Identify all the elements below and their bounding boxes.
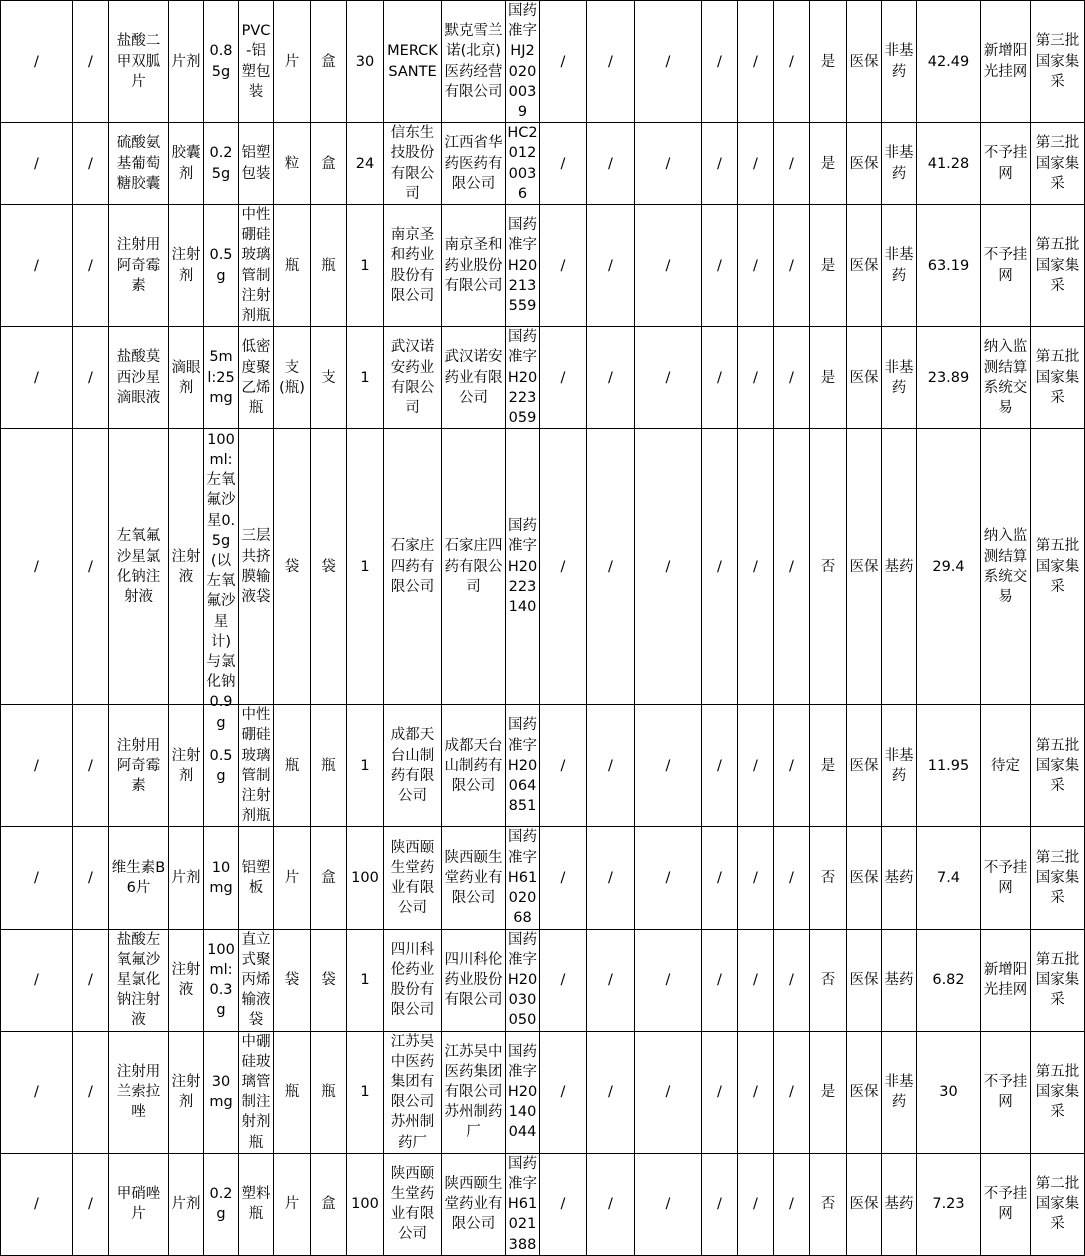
essential-drug-cell: 基药 xyxy=(882,429,917,705)
min-unit-cell: 袋 xyxy=(274,429,311,705)
serial-cell: / xyxy=(1,705,73,827)
applicant-company-cell: 武汉诺安药业有限公司 xyxy=(442,327,506,429)
approval-number-cell: 国药准字HJ20200039 xyxy=(506,1,540,123)
package-unit-cell: 盒 xyxy=(311,1,347,123)
package-unit-cell: 瓶 xyxy=(311,1031,347,1153)
approval-number-cell: 国药准字H20140044 xyxy=(506,1031,540,1153)
blank-cell: / xyxy=(540,327,587,429)
listing-status-cell: 纳入监测结算系统交易 xyxy=(981,429,1031,705)
code-cell: / xyxy=(73,827,109,929)
blank-cell: / xyxy=(702,705,738,827)
table-body xyxy=(1,1,1085,1256)
essential-drug-cell: 非基药 xyxy=(882,1031,917,1153)
conversion-qty-cell: 1 xyxy=(347,429,384,705)
manufacturer-cell: 陕西颐生堂药业有限公司 xyxy=(384,1153,442,1255)
price-cell: 7.4 xyxy=(917,827,981,929)
insurance-type-cell: 医保 xyxy=(847,1031,882,1153)
dosage-form-cell: 注射剂 xyxy=(169,705,204,827)
blank-cell: / xyxy=(774,1031,810,1153)
essential-drug-cell: 非基药 xyxy=(882,123,917,205)
min-unit-cell: 瓶 xyxy=(274,205,311,327)
blank-cell: / xyxy=(738,1153,774,1255)
table-row xyxy=(1,123,1085,205)
blank-cell: / xyxy=(587,1,635,123)
approval-number-cell: 国药准字H6102068 xyxy=(506,827,540,929)
blank-cell: / xyxy=(540,929,587,1031)
packaging-material-cell: 中性硼硅玻璃管制注射剂瓶 xyxy=(239,205,274,327)
package-unit-cell: 盒 xyxy=(311,827,347,929)
manufacturer-cell: 陕西颐生堂药业有限公司 xyxy=(384,827,442,929)
package-unit-cell: 瓶 xyxy=(311,205,347,327)
essential-drug-cell: 非基药 xyxy=(882,1,917,123)
yes-no-flag-cell: 否 xyxy=(810,1153,847,1255)
specification-cell: 5ml:25mg xyxy=(204,327,239,429)
blank-cell: / xyxy=(738,929,774,1031)
insurance-type-cell: 医保 xyxy=(847,1153,882,1255)
code-cell: / xyxy=(73,1031,109,1153)
listing-status-cell: 不予挂网 xyxy=(981,205,1031,327)
essential-drug-cell: 非基药 xyxy=(882,327,917,429)
insurance-type-cell: 医保 xyxy=(847,205,882,327)
drug-name-cell: 甲硝唑片 xyxy=(109,1153,169,1255)
yes-no-flag-cell: 是 xyxy=(810,1031,847,1153)
packaging-material-cell: 三层共挤膜输液袋 xyxy=(239,429,274,705)
price-cell: 7.23 xyxy=(917,1153,981,1255)
blank-cell: / xyxy=(587,827,635,929)
blank-cell: / xyxy=(738,429,774,705)
conversion-qty-cell: 1 xyxy=(347,705,384,827)
applicant-company-cell: 江苏吴中医药集团有限公司苏州制药厂 xyxy=(442,1031,506,1153)
specification-cell: 0.5g xyxy=(204,205,239,327)
serial-cell: / xyxy=(1,123,73,205)
price-cell: 63.19 xyxy=(917,205,981,327)
specification-cell: 100ml:0.3g xyxy=(204,929,239,1031)
drug-name-cell: 盐酸莫西沙星滴眼液 xyxy=(109,327,169,429)
table-row xyxy=(1,1,1085,123)
procurement-batch-cell: 第二批国家集采 xyxy=(1031,1153,1085,1255)
blank-cell: / xyxy=(540,429,587,705)
blank-cell: / xyxy=(587,327,635,429)
applicant-company-cell: 江西省华药医药有限公司 xyxy=(442,123,506,205)
packaging-material-cell: 铝塑板 xyxy=(239,827,274,929)
package-unit-cell: 盒 xyxy=(311,123,347,205)
specification-cell: 10mg xyxy=(204,827,239,929)
code-cell: / xyxy=(73,327,109,429)
dosage-form-cell: 注射液 xyxy=(169,429,204,705)
yes-no-flag-cell: 是 xyxy=(810,705,847,827)
drug-name-cell: 盐酸左氧氟沙星氯化钠注射液 xyxy=(109,929,169,1031)
table-row xyxy=(1,827,1085,929)
blank-cell: / xyxy=(635,1,702,123)
insurance-type-cell: 医保 xyxy=(847,327,882,429)
blank-cell: / xyxy=(774,1153,810,1255)
price-cell: 42.49 xyxy=(917,1,981,123)
listing-status-cell: 待定 xyxy=(981,705,1031,827)
drug-name-cell: 硫酸氨基葡萄糖胶囊 xyxy=(109,123,169,205)
approval-number-cell: 国药准字H20030050 xyxy=(506,929,540,1031)
yes-no-flag-cell: 否 xyxy=(810,827,847,929)
dosage-form-cell: 滴眼剂 xyxy=(169,327,204,429)
table-row xyxy=(1,705,1085,827)
applicant-company-cell: 四川科伦药业股份有限公司 xyxy=(442,929,506,1031)
yes-no-flag-cell: 否 xyxy=(810,929,847,1031)
blank-cell: / xyxy=(635,429,702,705)
min-unit-cell: 粒 xyxy=(274,123,311,205)
procurement-batch-cell: 第三批国家集采 xyxy=(1031,123,1085,205)
insurance-type-cell: 医保 xyxy=(847,705,882,827)
conversion-qty-cell: 1 xyxy=(347,1031,384,1153)
manufacturer-cell: 江苏吴中医药集团有限公司苏州制药厂 xyxy=(384,1031,442,1153)
blank-cell: / xyxy=(587,205,635,327)
blank-cell: / xyxy=(702,205,738,327)
drug-name-cell: 盐酸二甲双胍片 xyxy=(109,1,169,123)
manufacturer-cell: 武汉诺安药业有限公司 xyxy=(384,327,442,429)
packaging-material-cell: 中性硼硅玻璃管制注射剂瓶 xyxy=(239,705,274,827)
essential-drug-cell: 基药 xyxy=(882,1153,917,1255)
conversion-qty-cell: 1 xyxy=(347,327,384,429)
specification-cell: 0.5g xyxy=(204,705,239,827)
blank-cell: / xyxy=(587,705,635,827)
manufacturer-cell: 南京圣和药业股份有限公司 xyxy=(384,205,442,327)
dosage-form-cell: 片剂 xyxy=(169,1,204,123)
packaging-material-cell: 铝塑包装 xyxy=(239,123,274,205)
min-unit-cell: 瓶 xyxy=(274,1031,311,1153)
manufacturer-cell: 信东生技股份有限公司 xyxy=(384,123,442,205)
listing-status-cell: 新增阳光挂网 xyxy=(981,929,1031,1031)
price-cell: 30 xyxy=(917,1031,981,1153)
package-unit-cell: 袋 xyxy=(311,429,347,705)
essential-drug-cell: 非基药 xyxy=(882,205,917,327)
serial-cell: / xyxy=(1,1031,73,1153)
packaging-material-cell: 塑料瓶 xyxy=(239,1153,274,1255)
blank-cell: / xyxy=(774,1,810,123)
drug-name-cell: 左氧氟沙星氯化钠注射液 xyxy=(109,429,169,705)
table-row xyxy=(1,205,1085,327)
blank-cell: / xyxy=(702,929,738,1031)
blank-cell: / xyxy=(635,705,702,827)
min-unit-cell: 袋 xyxy=(274,929,311,1031)
listing-status-cell: 纳入监测结算系统交易 xyxy=(981,327,1031,429)
code-cell: / xyxy=(73,429,109,705)
min-unit-cell: 片 xyxy=(274,827,311,929)
blank-cell: / xyxy=(702,123,738,205)
conversion-qty-cell: 100 xyxy=(347,827,384,929)
manufacturer-cell: MERCK SANTE xyxy=(384,1,442,123)
price-cell: 41.28 xyxy=(917,123,981,205)
blank-cell: / xyxy=(635,929,702,1031)
applicant-company-cell: 默克雪兰诺(北京)医药经营有限公司 xyxy=(442,1,506,123)
blank-cell: / xyxy=(587,1031,635,1153)
blank-cell: / xyxy=(540,827,587,929)
blank-cell: / xyxy=(738,827,774,929)
procurement-batch-cell: 第五批国家集采 xyxy=(1031,705,1085,827)
applicant-company-cell: 成都天台山制药有限公司 xyxy=(442,705,506,827)
applicant-company-cell: 石家庄四药有限公司 xyxy=(442,429,506,705)
listing-status-cell: 不予挂网 xyxy=(981,1153,1031,1255)
blank-cell: / xyxy=(635,205,702,327)
essential-drug-cell: 基药 xyxy=(882,827,917,929)
blank-cell: / xyxy=(738,1,774,123)
procurement-batch-cell: 第五批国家集采 xyxy=(1031,929,1085,1031)
insurance-type-cell: 医保 xyxy=(847,827,882,929)
blank-cell: / xyxy=(635,1031,702,1153)
price-cell: 11.95 xyxy=(917,705,981,827)
blank-cell: / xyxy=(587,929,635,1031)
dosage-form-cell: 注射剂 xyxy=(169,1031,204,1153)
conversion-qty-cell: 1 xyxy=(347,929,384,1031)
specification-cell: 30mg xyxy=(204,1031,239,1153)
package-unit-cell: 瓶 xyxy=(311,705,347,827)
packaging-material-cell: 低密度聚乙烯瓶 xyxy=(239,327,274,429)
insurance-type-cell: 医保 xyxy=(847,929,882,1031)
drug-name-cell: 注射用阿奇霉素 xyxy=(109,205,169,327)
procurement-batch-cell: 第五批国家集采 xyxy=(1031,205,1085,327)
blank-cell: / xyxy=(540,123,587,205)
blank-cell: / xyxy=(587,123,635,205)
dosage-form-cell: 注射剂 xyxy=(169,205,204,327)
package-unit-cell: 盒 xyxy=(311,1153,347,1255)
blank-cell: / xyxy=(738,327,774,429)
serial-cell: / xyxy=(1,1153,73,1255)
blank-cell: / xyxy=(774,705,810,827)
procurement-batch-cell: 第五批国家集采 xyxy=(1031,1031,1085,1153)
specification-text: 100ml:左氧氟沙星0.5g(以左氧氟沙星计)与氯化钠0.9g xyxy=(206,431,236,731)
blank-cell: / xyxy=(540,705,587,827)
serial-cell: / xyxy=(1,827,73,929)
insurance-type-cell: 医保 xyxy=(847,429,882,705)
procurement-batch-cell: 第五批国家集采 xyxy=(1031,327,1085,429)
applicant-company-cell: 陕西颐生堂药业有限公司 xyxy=(442,827,506,929)
serial-cell: / xyxy=(1,429,73,705)
blank-cell: / xyxy=(774,123,810,205)
package-unit-cell: 支 xyxy=(311,327,347,429)
min-unit-cell: 瓶 xyxy=(274,705,311,827)
yes-no-flag-cell: 是 xyxy=(810,327,847,429)
code-cell: / xyxy=(73,1153,109,1255)
min-unit-cell: 片 xyxy=(274,1153,311,1255)
blank-cell: / xyxy=(702,429,738,705)
table-row xyxy=(1,327,1085,429)
manufacturer-cell: 石家庄四药有限公司 xyxy=(384,429,442,705)
min-unit-cell: 片 xyxy=(274,1,311,123)
dosage-form-cell: 注射液 xyxy=(169,929,204,1031)
yes-no-flag-cell: 是 xyxy=(810,123,847,205)
price-cell: 29.4 xyxy=(917,429,981,705)
blank-cell: / xyxy=(702,1031,738,1153)
blank-cell: / xyxy=(702,1153,738,1255)
approval-number-cell: 国药准字H20213559 xyxy=(506,205,540,327)
applicant-company-cell: 南京圣和药业股份有限公司 xyxy=(442,205,506,327)
blank-cell: / xyxy=(774,827,810,929)
blank-cell: / xyxy=(635,1153,702,1255)
blank-cell: / xyxy=(702,1,738,123)
code-cell: / xyxy=(73,1,109,123)
applicant-company-cell: 陕西颐生堂药业有限公司 xyxy=(442,1153,506,1255)
blank-cell: / xyxy=(540,1031,587,1153)
drug-name-cell: 注射用兰索拉唑 xyxy=(109,1031,169,1153)
insurance-type-cell: 医保 xyxy=(847,1,882,123)
manufacturer-cell: 成都天台山制药有限公司 xyxy=(384,705,442,827)
essential-drug-cell: 非基药 xyxy=(882,705,917,827)
blank-cell: / xyxy=(702,327,738,429)
approval-number-cell: 国药准字H20223140 xyxy=(506,429,540,705)
procurement-batch-cell: 第五批国家集采 xyxy=(1031,429,1085,705)
blank-cell: / xyxy=(774,327,810,429)
listing-status-cell: 不予挂网 xyxy=(981,827,1031,929)
blank-cell: / xyxy=(540,205,587,327)
dosage-form-cell: 片剂 xyxy=(169,827,204,929)
packaging-material-cell: PVC-铝塑包装 xyxy=(239,1,274,123)
serial-cell: / xyxy=(1,1,73,123)
essential-drug-cell: 基药 xyxy=(882,929,917,1031)
blank-cell: / xyxy=(587,429,635,705)
approval-number-cell: 国药准字H61021388 xyxy=(506,1153,540,1255)
listing-status-cell: 新增阳光挂网 xyxy=(981,1,1031,123)
conversion-qty-cell: 1 xyxy=(347,205,384,327)
yes-no-flag-cell: 是 xyxy=(810,1,847,123)
blank-cell: / xyxy=(635,327,702,429)
dosage-form-cell: 片剂 xyxy=(169,1153,204,1255)
procurement-batch-cell: 第三批国家集采 xyxy=(1031,827,1085,929)
blank-cell: / xyxy=(738,1031,774,1153)
specification-cell: 0.85g xyxy=(204,1,239,123)
serial-cell: / xyxy=(1,929,73,1031)
price-cell: 6.82 xyxy=(917,929,981,1031)
manufacturer-cell: 四川科伦药业股份有限公司 xyxy=(384,929,442,1031)
blank-cell: / xyxy=(587,1153,635,1255)
blank-cell: / xyxy=(738,705,774,827)
blank-cell: / xyxy=(635,123,702,205)
insurance-type-cell: 医保 xyxy=(847,123,882,205)
table-row xyxy=(1,1031,1085,1153)
specification-cell: 0.25g xyxy=(204,123,239,205)
code-cell: / xyxy=(73,929,109,1031)
conversion-qty-cell: 30 xyxy=(347,1,384,123)
listing-status-cell: 不予挂网 xyxy=(981,123,1031,205)
approval-number-cell: HC20120036 xyxy=(506,123,540,205)
dosage-form-cell: 胶囊剂 xyxy=(169,123,204,205)
code-cell: / xyxy=(73,705,109,827)
conversion-qty-cell: 100 xyxy=(347,1153,384,1255)
packaging-material-cell: 直立式聚丙烯输液袋 xyxy=(239,929,274,1031)
package-unit-cell: 袋 xyxy=(311,929,347,1031)
blank-cell: / xyxy=(774,929,810,1031)
table-row xyxy=(1,929,1085,1031)
blank-cell: / xyxy=(540,1153,587,1255)
procurement-batch-cell: 第三批国家集采 xyxy=(1031,1,1085,123)
packaging-material-cell: 中硼硅玻璃管制注射剂瓶 xyxy=(239,1031,274,1153)
price-cell: 23.89 xyxy=(917,327,981,429)
listing-status-cell: 不予挂网 xyxy=(981,1031,1031,1153)
blank-cell: / xyxy=(774,205,810,327)
yes-no-flag-cell: 否 xyxy=(810,429,847,705)
code-cell: / xyxy=(73,205,109,327)
specification-cell: 0.2g xyxy=(204,1153,239,1255)
serial-cell: / xyxy=(1,205,73,327)
serial-cell: / xyxy=(1,327,73,429)
blank-cell: / xyxy=(702,827,738,929)
yes-no-flag-cell: 是 xyxy=(810,205,847,327)
table-row xyxy=(1,1153,1085,1255)
drug-name-cell: 注射用阿奇霉素 xyxy=(109,705,169,827)
table-row xyxy=(1,429,1085,705)
blank-cell: / xyxy=(540,1,587,123)
blank-cell: / xyxy=(635,827,702,929)
approval-number-cell: 国药准字H20064851 xyxy=(506,705,540,827)
approval-number-cell: 国药准字H20223059 xyxy=(506,327,540,429)
min-unit-cell: 支(瓶) xyxy=(274,327,311,429)
blank-cell: / xyxy=(738,123,774,205)
code-cell: / xyxy=(73,123,109,205)
drug-name-cell: 维生素B6片 xyxy=(109,827,169,929)
blank-cell: / xyxy=(774,429,810,705)
specification-cell xyxy=(204,429,239,731)
conversion-qty-cell: 24 xyxy=(347,123,384,205)
blank-cell: / xyxy=(738,205,774,327)
